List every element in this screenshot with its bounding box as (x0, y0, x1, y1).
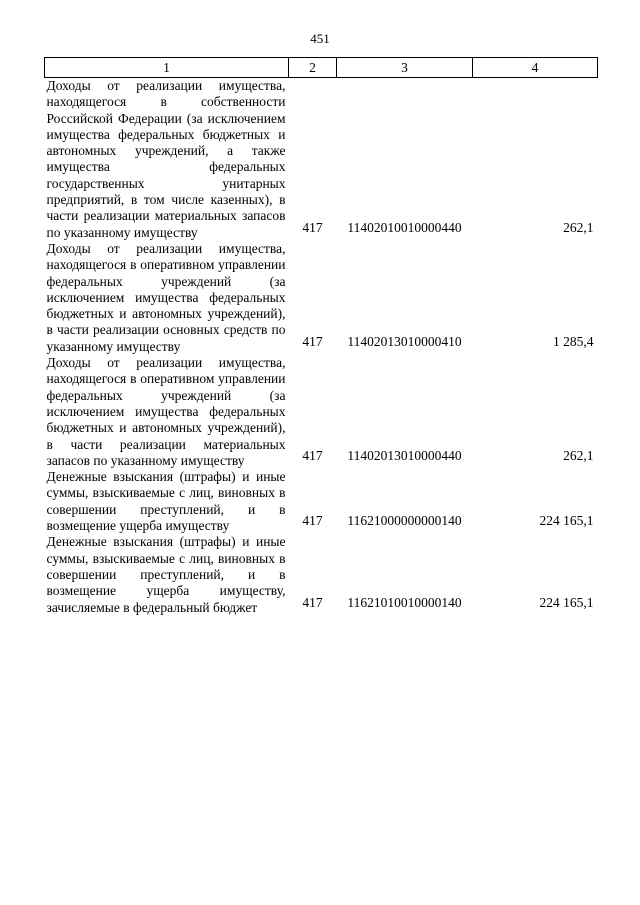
admin-code: 417 (302, 334, 323, 350)
income-name: Денежные взыскания (штрафы) и иные суммы, взыскиваемые с лиц, виновных в совершении преступлений, и в возмещение ущерба имуществу, зачисляемые в федеральный бюджет (46, 534, 286, 615)
amount: 262,1 (563, 448, 594, 464)
header-col-3: 3 (337, 58, 473, 78)
amount: 262,1 (563, 219, 594, 235)
amount: 1 285,4 (553, 334, 594, 350)
amount: 224 165,1 (539, 594, 594, 610)
header-row (45, 58, 598, 78)
income-name: Доходы от реализации имущества, находящегося в оперативном управлении федеральных учреждений (за исключением имущества федеральных бюджетных и автономных учреждений), в части реализации основных средств по указанному имуществу (46, 240, 286, 354)
table-row (45, 355, 598, 469)
amount: 224 165,1 (539, 513, 594, 529)
admin-code: 417 (302, 448, 323, 464)
admin-code: 417 (302, 219, 323, 235)
admin-code: 417 (302, 513, 323, 529)
admin-code: 417 (302, 594, 323, 610)
budget-classification-code: 11621000000000140 (347, 513, 462, 529)
budget-classification-code: 11402013010000410 (347, 334, 462, 350)
page-number: 451 (310, 31, 330, 46)
income-name: Доходы от реализации имущества, находящегося в оперативном управлении федеральных учреждений (за исключением имущества федеральных бюджетных и автономных учреждений), в части реализации материальных запасов по указанному имуществу (46, 355, 286, 468)
income-name: Доходы от реализации имущества, находящегося в собственности Российской Федерации (за исключением имущества федеральных бюджетных и автономных учреждений, а также имущества федеральных государственных унитарных предприятий, в том числе казенных), в части реализации материальных запасов по указанному имуществу (46, 78, 286, 240)
header-col-1: 1 (45, 58, 289, 78)
budget-classification-code: 11402010010000440 (347, 219, 462, 235)
income-name: Денежные взыскания (штрафы) и иные суммы, взыскиваемые с лиц, виновных в совершении преступлений, и в возмещение ущерба имуществу (46, 469, 286, 534)
table-row (45, 241, 598, 355)
table-row (45, 469, 598, 534)
budget-classification-code: 11402013010000440 (347, 448, 462, 464)
budget-table (44, 57, 598, 616)
budget-classification-code: 11621010010000140 (347, 594, 462, 610)
header-col-4: 4 (473, 58, 598, 78)
header-col-2: 2 (289, 58, 337, 78)
table-row (45, 78, 598, 241)
table-row (45, 534, 598, 615)
